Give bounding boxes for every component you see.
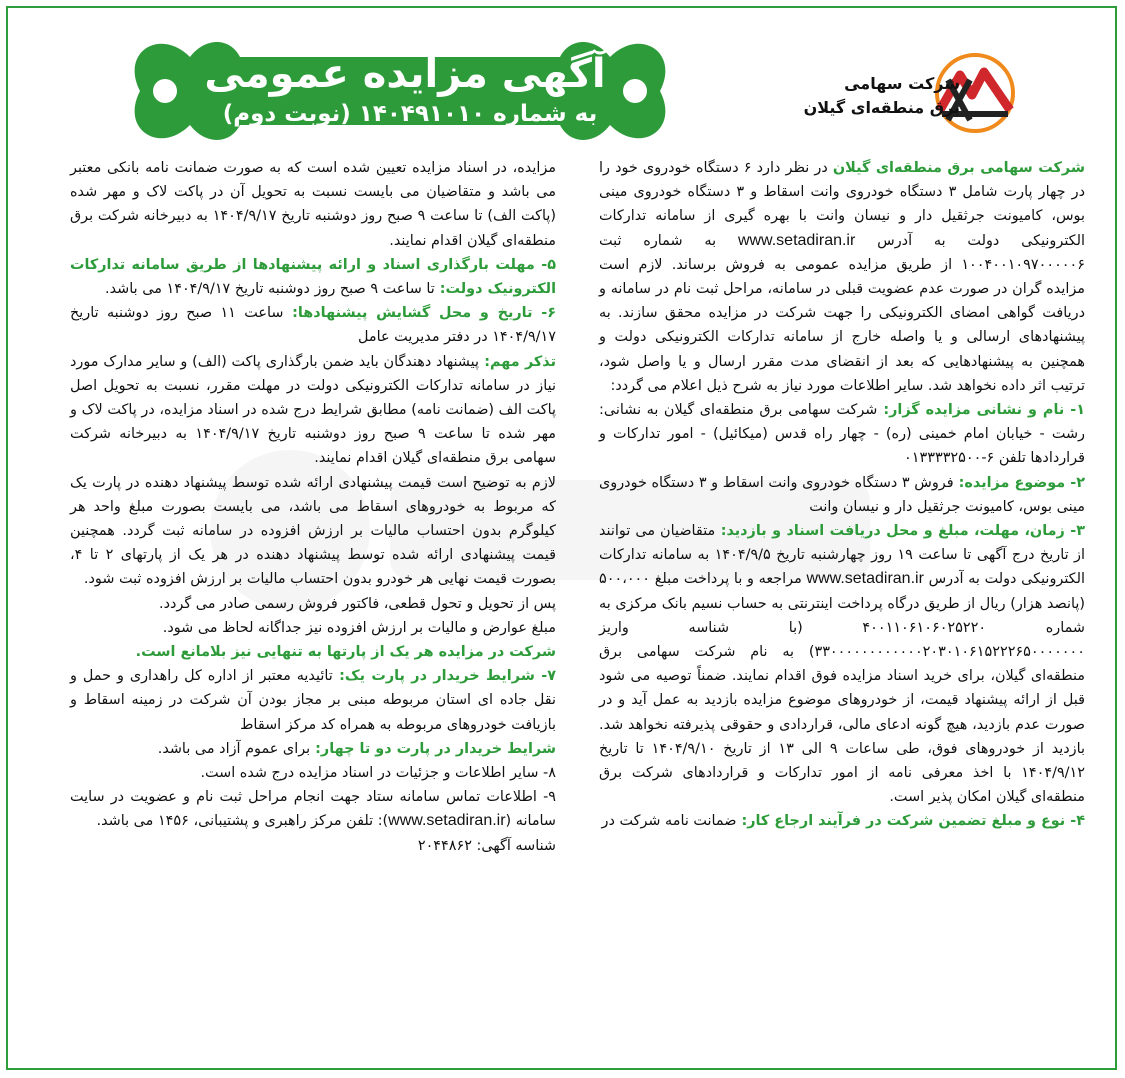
section-1-text: شرکت سهامی برق منطقه‌ای گیلان به نشانی: رشت - خیابان امام خمینی (ره) - چهار راه قدس (میکائیل) - امور تدارکات و قراردادها تلفن ۶-۰۱۳۳۳۳۲۵۰۰ xyxy=(599,402,1085,467)
section-5-title: ۵- مهلت بارگذاری اسناد و ارائه پیشنهادها از طریق سامانه تدارکات الکترونیک دولت: xyxy=(70,256,556,298)
section-8-text: ۸- سایر اطلاعات و جزئیات در اسناد مزایده درج شده است. xyxy=(200,765,556,782)
section-7b-title: شرایط خریدار در پارت دو تا چهار: xyxy=(310,740,556,757)
section-6-title: ۶- تاریخ و محل گشایش پیشنهادها: xyxy=(283,305,557,322)
intro-lead: شرکت سهامی برق منطقه‌ای گیلان xyxy=(832,160,1085,176)
page-subtitle: به شماره ۱۴۰۴۹۱۰۱۰ (نوبت دوم) xyxy=(222,101,598,127)
section-5-text: تا ساعت ۹ صبح روز دوشنبه تاریخ ۱۴۰۴/۹/۱۷ می باشد. xyxy=(105,281,435,298)
section-1-title: ۱- نام و نشانی مزایده گزار: xyxy=(877,402,1086,419)
section-3-url[interactable]: www.setadiran.ir xyxy=(806,570,924,588)
ad-id: شناسه آگهی: ۲۰۴۴۸۶۲ xyxy=(417,837,556,854)
section-7-title: ۷- شرایط خریدار در پارت یک: xyxy=(332,668,556,685)
section-7-text: تائیدیه معتبر از اداره کل راهداری و حمل و نقل جاده ای استان مربوطه مبنی بر مجاز بودن آن شرکت در زمینه اسقاط و بازیافت خودروهای مربوطه به همراه کد مرکز اسقاط xyxy=(70,668,556,733)
company-name: شرکت سهامی برق منطقه‌ای گیلان xyxy=(803,74,960,117)
section-9-text: ۹- اطلاعات تماس سامانه ستاد جهت انجام مراحل ثبت نام و عضویت در سایت سامانه ( xyxy=(70,789,556,830)
section-3-text-2: مراجعه و با پرداخت مبلغ ۵۰۰،۰۰۰ (پانصد هزار) ریال از طریق درگاه پرداخت اینترنتی به حساب نسیم بانک مرکزی به شماره ۴۰۰۱۱۰۶۱۰۶۰۲۵۲۲۰ (با شناسه واریز ۳۳۰۰۰۰۰۰۰۰۰۰۰۰۲۰۳۰۱۰۶۱۵۲۲۲۶۵۰۰۰۰۰۰۰) به نام شرکت سهامی برق منطقه‌ای گیلان، برای خرید اسناد مزایده فوق اقدام نمایند. ضمناً توصیه می شود قبل از ارائه پیشنهاد قیمت، از خودروهای موضوع مزایده بازدید به عمل آید و در صورت عدم بازدید، هیچ گونه ادعای مالی، قراردادی و حقوقی پذیرفته نخواهد شد. بازدید از خودروهای فوق، طی ساعات ۹ الی ۱۳ از تاریخ ۱۴۰۴/۹/۱۰ تا تاریخ ۱۴۰۴/۹/۱۲ با اخذ معرفی نامه از امور تدارکات و قراردادهای شرکت برق منطقه‌ای گیلان امکان پذیر است. xyxy=(599,571,1085,806)
note-title: تذکر مهم: xyxy=(479,353,556,370)
left-column xyxy=(70,156,556,858)
page-title: آگهی مزایده عمومی xyxy=(204,51,606,97)
section-2-text: فروش ۳ دستگاه خودروی وانت اسقاط و ۳ دستگاه خودروی مینی بوس، کامیونت جرثقیل دار و نیسان وانت xyxy=(599,474,1085,515)
note-text: پیشنهاد دهندگان باید ضمن بارگذاری پاکت (الف) و سایر مدارک مورد نیاز در سامانه تدارکات الکترونیکی دولت در مهلت مقرر، نسبت به تحویل اصل پاکت الف (ضمانت نامه) مطابق شرایط درج شده در اسناد مزایده، در پاکت لاک و مهر شده تا ساعت ۹ صبح روز دوشنبه تاریخ ۱۴۰۴/۹/۱۷ به دبیرخانه شرکت سهامی برق منطقه‌ای گیلان اقدام نمایند. xyxy=(70,353,556,467)
paragraph-tax: مبلغ عوارض و مالیات بر ارزش افزوده نیز جداگانه لحاظ می شود. xyxy=(162,619,556,636)
intro-url[interactable]: www.setadiran.ir xyxy=(737,231,856,249)
header xyxy=(80,14,1110,154)
section-7b-text: برای عموم آزاد می باشد. xyxy=(157,740,311,757)
section-3-text: متقاضیان می توانند از تاریخ درج آگهی تا ساعت ۱۹ روز چهارشنبه تاریخ ۱۴۰۴/۹/۵ به سامانه تدارکات الکترونیکی دولت به آدرس xyxy=(599,523,1086,588)
section-3-title: ۳- زمان، مهلت، مبلغ و محل دریافت اسناد و بازدید: xyxy=(715,523,1085,540)
section-2-title: ۲- موضوع مزایده: xyxy=(953,474,1085,491)
section-6-text: ساعت ۱۱ صبح روز دوشنبه تاریخ ۱۴۰۴/۹/۱۷ در دفتر مدیریت عامل xyxy=(70,305,556,346)
paragraph-invoice: پس از تحویل و تحول قطعی، فاکتور فروش رسمی صادر می گردد. xyxy=(159,595,556,612)
section-9-text-2: ): تلفن مرکز راهبری و پشتیبانی، ۱۴۵۶ می باشد. xyxy=(96,813,389,830)
section-9-url[interactable]: www.setadiran.ir xyxy=(388,812,506,830)
section-4-continued: مزایده، در اسناد مزایده تعیین شده است که به صورت ضمانت نامه بانکی معتبر می باشد و متقاضیان می بایست نسبت به تحویل آن در پاکت لاک و مهر شده (پاکت الف) تا ساعت ۹ صبح روز دوشنبه تاریخ ۱۴۰۴/۹/۱۷ به دبیرخانه شرکت برق منطقه‌ای گیلان اقدام نمایند. xyxy=(70,160,557,249)
parts-note: شرکت در مزایده هر یک از پارتها به تنهایی نیز بلامانع است. xyxy=(135,644,556,661)
intro-text-2: به شماره ثبت ۱۰۰۴۰۰۱۰۹۷۰۰۰۰۰۶ از طریق مزایده عمومی به فروش برساند. لازم است مزایده گران در صورت عدم عضویت قبلی در سامانه، مراحل ثبت نام در سامانه و دریافت گواهی امضای الکترونیکی را جهت شرکت در مزایده محقق سازند. به پیشنهادهای ارسالی و یا واصله خارج از سامانه تدارکات الکترونیکی دولت و همچنین به پیشنهادهایی که بعد از انقضای مدت مقرر ارسال و یا واصل شود، ترتیب اثر داده نخواهد شد. سایر اطلاعات مورد نیاز به شرح ذیل اعلام می گردد: xyxy=(599,232,1085,394)
intro-text: در نظر دارد ۶ دستگاه خودروی خود را در چهار پارت شامل ۳ دستگاه خودروی وانت اسقاط و ۳ دستگاه خودروی مینی بوس، کامیونت جرثقیل دار و نیسان وانت با بهره گیری از سامانه تدارکات الکترونیکی دولت به آدرس xyxy=(599,160,1085,249)
section-4-title: ۴- نوع و مبلغ تضمین شرکت در فرآیند ارجاع کار: xyxy=(736,813,1085,830)
paragraph-pricing: لازم به توضیح است قیمت پیشنهادی ارائه شده توسط پیشنهاد دهنده در پارت یک که مربوط به خودروهای اسقاط می باشد، می بایست بصورت مبلغ واحد هر کیلوگرم بدون احتساب مالیات بر ارزش افزوده در سامانه ثبت گردد. همچنین قیمت پیشنهادی ارائه شده توسط پیشنهاد دهنده در هر یک از پارتهای ۲ تا ۴، بصورت قیمت نهایی هر خودرو بدون احتساب مالیات بر ارزش افزوده ثبت شود. xyxy=(70,474,556,588)
right-column xyxy=(599,156,1085,834)
section-4-text: ضمانت نامه شرکت در xyxy=(601,813,737,830)
